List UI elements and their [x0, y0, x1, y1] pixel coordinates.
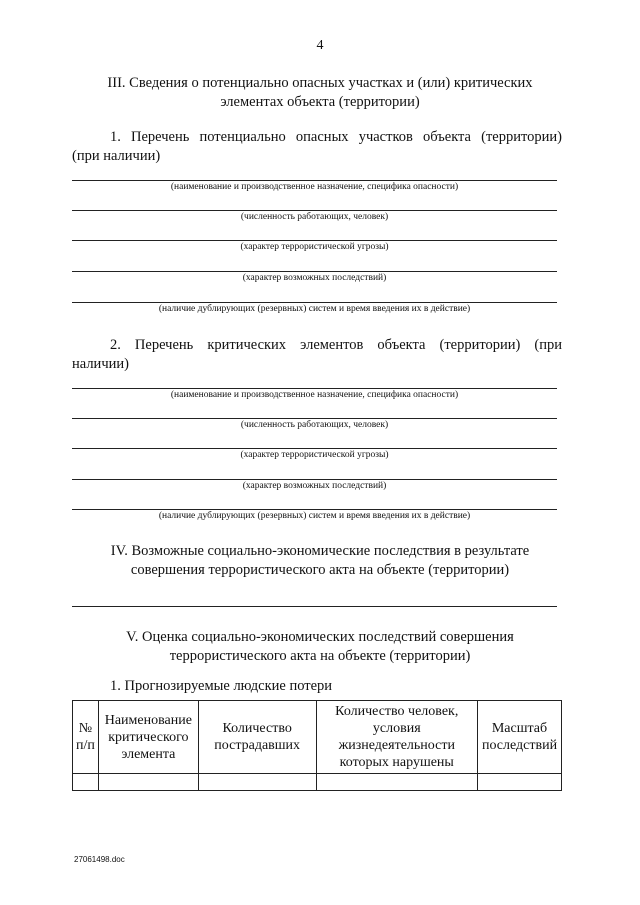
page-number: 4	[316, 38, 324, 53]
section-3-title-line2: элементах объекта (территории)	[220, 94, 420, 110]
section-3-item-2-line1: 2. Перечень критических элементов объекта (территории) (при	[110, 337, 562, 353]
section-4-title-line1: IV. Возможные социально-экономические последствия в результате	[110, 543, 530, 559]
table-cell[interactable]	[73, 774, 99, 791]
table-row	[73, 774, 562, 791]
section-3-item-2	[72, 336, 562, 374]
section-3-item-2-line2: наличии)	[72, 356, 129, 372]
blank-caption: (численность работающих, человек)	[240, 420, 389, 430]
section-5-title-line1: V. Оценка социально-экономических последствий совершения	[126, 629, 514, 645]
table-header-row	[73, 701, 562, 774]
blank-caption: (наименование и производственное назначение, специфика опасности)	[170, 390, 459, 400]
blank-caption: (характер возможных последствий)	[242, 481, 387, 491]
blank-caption: (характер террористической угрозы)	[240, 450, 389, 460]
losses-table	[72, 700, 562, 791]
table-cell[interactable]	[98, 774, 198, 791]
section-3-item-1	[72, 128, 562, 166]
blank-line	[72, 606, 557, 607]
section-4-title-line2: совершения террористического акта на объекте (территории)	[130, 562, 510, 578]
header-scale: Масштаб последствий	[478, 701, 562, 774]
section-5-item-1: 1. Прогнозируемые людские потери	[110, 678, 333, 694]
header-disrupted-count: Количество человек, условия жизнедеятельности которых нарушены	[316, 701, 478, 774]
header-number: № п/п	[73, 701, 99, 774]
blank-caption: (численность работающих, человек)	[240, 212, 389, 222]
table-cell[interactable]	[478, 774, 562, 791]
header-injured-count: Количество пострадавших	[198, 701, 316, 774]
section-3-title-line1: III. Сведения о потенциально опасных участках и (или) критических	[107, 75, 533, 91]
section-3-title	[70, 74, 570, 112]
section-3-item-1-line1: 1. Перечень потенциально опасных участков объекта (территории)	[110, 129, 562, 145]
blank-caption: (наименование и производственное назначение, специфика опасности)	[170, 182, 459, 192]
section-5-title	[70, 628, 570, 666]
blank-caption: (наличие дублирующих (резервных) систем и время введения их в действие)	[158, 511, 471, 521]
table-cell[interactable]	[316, 774, 478, 791]
table-cell[interactable]	[198, 774, 316, 791]
section-3-item-1-line2: (при наличии)	[72, 148, 161, 164]
footer-filename: 27061498.doc	[74, 855, 125, 864]
blank-caption: (характер возможных последствий)	[242, 273, 387, 283]
blank-caption: (наличие дублирующих (резервных) систем и время введения их в действие)	[158, 304, 471, 314]
blank-caption: (характер террористической угрозы)	[240, 242, 389, 252]
section-5-title-line2: террористического акта на объекте (территории)	[169, 648, 471, 664]
header-element-name: Наименование критического элемента	[98, 701, 198, 774]
section-4-title	[70, 542, 570, 580]
